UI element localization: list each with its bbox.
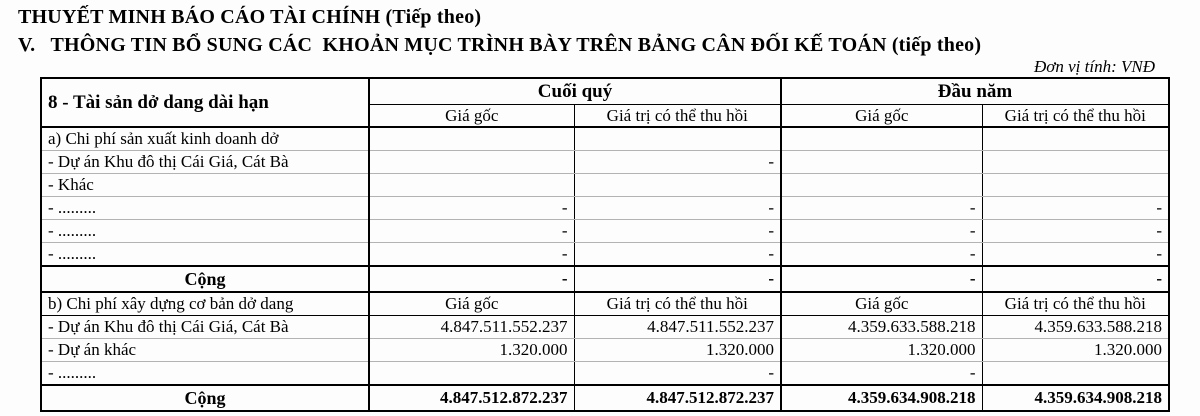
row-label-cell: - Dự án Khu đô thị Cái Giá, Cát Bà [41,151,369,174]
value-cell [369,174,574,197]
value-cell [369,362,574,386]
value-cell: 4.847.511.552.237 [369,316,574,339]
table-row [41,151,1169,174]
value-cell [781,174,982,197]
value-cell: - [369,197,574,220]
value-cell: - [574,362,781,386]
value-cell [781,151,982,174]
value-cell: - [369,220,574,243]
row-label-cell: b) Chi phí xây dựng cơ bản dở dang [41,292,369,316]
value-cell [574,127,781,151]
value-cell [982,151,1169,174]
section-title: V. THÔNG TIN BỔ SUNG CÁC KHOẢN MỤC TRÌNH BÀY TRÊN BẢNG CÂN ĐỐI KẾ TOÁN (tiếp theo) [18,34,982,56]
col-header-gia-goc-dn: Giá gốc [781,105,982,128]
row-label-cell: - ......... [41,362,369,386]
table-corner-label: 8 - Tài sản dở dang dài hạn [41,78,369,127]
value-cell: - [574,151,781,174]
value-cell: Giá trị có thể thu hồi [574,292,781,316]
currency-unit-note: Đơn vị tính: VNĐ [1034,57,1155,76]
value-cell [574,174,781,197]
row-label-cell: - Dự án khác [41,339,369,362]
value-cell [982,174,1169,197]
col-group-cuoi-quy: Cuối quý [369,78,781,105]
value-cell [982,362,1169,386]
table-group-header-row [41,78,1169,105]
value-cell [369,151,574,174]
value-cell: - [574,243,781,267]
value-cell: 4.847.512.872.237 [574,385,781,411]
value-cell: 4.359.633.588.218 [781,316,982,339]
table-header [41,78,1169,127]
row-label-cell: - ......... [41,220,369,243]
value-cell: - [369,243,574,267]
value-cell: - [574,197,781,220]
value-cell: - [781,266,982,292]
value-cell: Giá trị có thể thu hồi [982,292,1169,316]
table-row [41,339,1169,362]
value-cell: - [574,266,781,292]
value-cell: - [781,362,982,386]
row-label-cell: a) Chi phí sản xuất kinh doanh dở [41,127,369,151]
table-row [41,220,1169,243]
col-header-gia-goc-cq: Giá gốc [369,105,574,128]
table-row [41,197,1169,220]
row-label-cell: - Khác [41,174,369,197]
table-row [41,266,1169,292]
value-cell: - [982,243,1169,267]
value-cell: - [574,220,781,243]
table-row [41,316,1169,339]
assets-in-progress-table [40,77,1170,412]
value-cell [781,127,982,151]
table-row [41,174,1169,197]
row-label-cell: Cộng [41,266,369,292]
value-cell: 1.320.000 [369,339,574,362]
table-row [41,362,1169,386]
value-cell: - [982,220,1169,243]
row-label-cell: - Dự án Khu đô thị Cái Giá, Cát Bà [41,316,369,339]
value-cell: 4.847.511.552.237 [574,316,781,339]
table-row [41,292,1169,316]
value-cell: - [982,197,1169,220]
row-label-cell: Cộng [41,385,369,411]
value-cell [982,127,1169,151]
value-cell: Giá gốc [369,292,574,316]
value-cell: 4.359.634.908.218 [982,385,1169,411]
col-header-gia-tri-thu-hoi-cq: Giá trị có thể thu hồi [574,105,781,128]
col-group-dau-nam: Đầu năm [781,78,1169,105]
table-row [41,385,1169,411]
value-cell [369,127,574,151]
value-cell: 4.359.633.588.218 [982,316,1169,339]
value-cell: - [781,220,982,243]
value-cell: 1.320.000 [781,339,982,362]
row-label-cell: - ......... [41,243,369,267]
value-cell: 1.320.000 [574,339,781,362]
value-cell: - [781,243,982,267]
value-cell: 4.847.512.872.237 [369,385,574,411]
value-cell: - [982,266,1169,292]
value-cell: - [369,266,574,292]
table-row [41,243,1169,267]
row-label-cell: - ......... [41,197,369,220]
value-cell: Giá gốc [781,292,982,316]
value-cell: 1.320.000 [982,339,1169,362]
report-title: THUYẾT MINH BÁO CÁO TÀI CHÍNH (Tiếp theo) [18,6,482,28]
col-header-gia-tri-thu-hoi-dn: Giá trị có thể thu hồi [982,105,1169,128]
table-row [41,127,1169,151]
value-cell: 4.359.634.908.218 [781,385,982,411]
value-cell: - [781,197,982,220]
table-body [41,127,1169,411]
